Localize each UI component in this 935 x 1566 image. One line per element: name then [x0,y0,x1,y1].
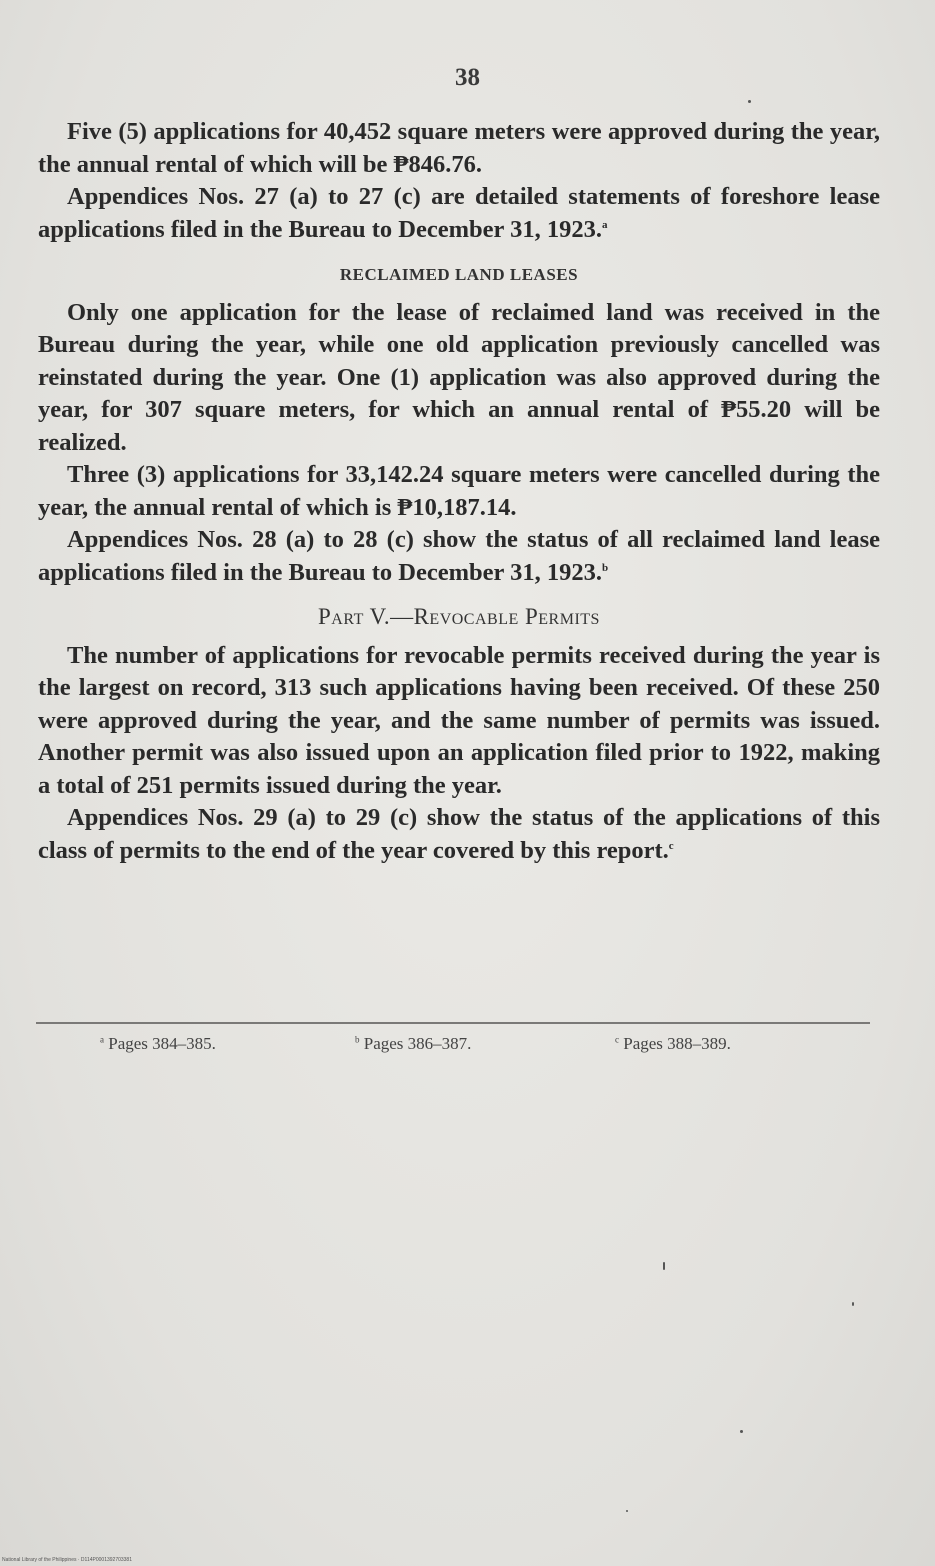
paper-speck [748,100,751,103]
paragraph-foreshore-approved [38,116,880,181]
paragraph-revocable-appendices [38,802,880,867]
paper-speck [852,1302,854,1306]
paragraph-text: Three (3) applications for 33,142.24 square meters were cancelled during the year, the annual rental of which is ₱10,187.14. [38,461,880,521]
footnote-text: Pages 386–387. [363,1034,472,1053]
paragraph-text: The number of applications for revocable permits received during the year is the largest on record, 313 such applications having been received. Of these 250 were approved during the year, and the same number of permits was issued. Another permit was also issued upon an application filed prior to 1922, making a total of 251 permits issued during the year. [38,641,880,799]
paragraph-reclaimed-received [38,297,880,460]
footnote-a [100,1034,216,1054]
paragraph-reclaimed-cancelled [38,459,880,524]
footnote-marker: a [601,218,608,231]
paper-speck [740,1430,743,1433]
page-number: 38 [455,64,480,91]
footnote-marker: c [668,839,674,852]
footnote-mark: a [100,1034,104,1045]
paper-speck [626,1510,628,1512]
footnote-mark: c [615,1034,619,1045]
paragraph-foreshore-appendices [38,181,880,246]
section-heading-reclaimed: RECLAIMED LAND LEASES [339,265,579,284]
footnote-marker: b [601,561,609,574]
footnote-text: Pages 384–385. [108,1034,216,1053]
footnote-c [615,1034,731,1054]
paragraph-reclaimed-appendices [38,524,880,589]
footnote-mark: b [355,1034,360,1045]
paragraph-text: Appendices Nos. 27 (a) to 27 (c) are detailed statements of foreshore lease applications filed in the Bureau to December 31, 1923. [38,183,880,243]
scan-credit: National Library of the Philippines · D114P0001392703381 [2,1557,132,1563]
footnote-divider [36,1022,870,1024]
body-text [38,116,880,867]
paragraph-revocable-permits [38,640,880,803]
part-heading-revocable-permits: Part V.—Revocable Permits [318,604,600,629]
paragraph-text: Appendices Nos. 28 (a) to 28 (c) show the status of all reclaimed land lease applications filed in the Bureau to December 31, 1923. [38,526,880,586]
paragraph-text: Appendices Nos. 29 (a) to 29 (c) show the status of the applications of this class of permits to the end of the year covered by this report. [38,804,880,864]
paragraph-text: Five (5) applications for 40,452 square meters were approved during the year, the annual rental of which will be ₱846.76. [38,118,880,178]
footnote-text: Pages 388–389. [623,1034,731,1053]
paper-speck [663,1262,665,1270]
paragraph-text: Only one application for the lease of reclaimed land was received in the Bureau during the year, while one old application previously cancelled was reinstated during the year. One (1) application was also approved during the year, for 307 square meters, for which an annual rental of ₱55.20 will be realized. [38,298,880,456]
footnote-b [355,1034,471,1054]
